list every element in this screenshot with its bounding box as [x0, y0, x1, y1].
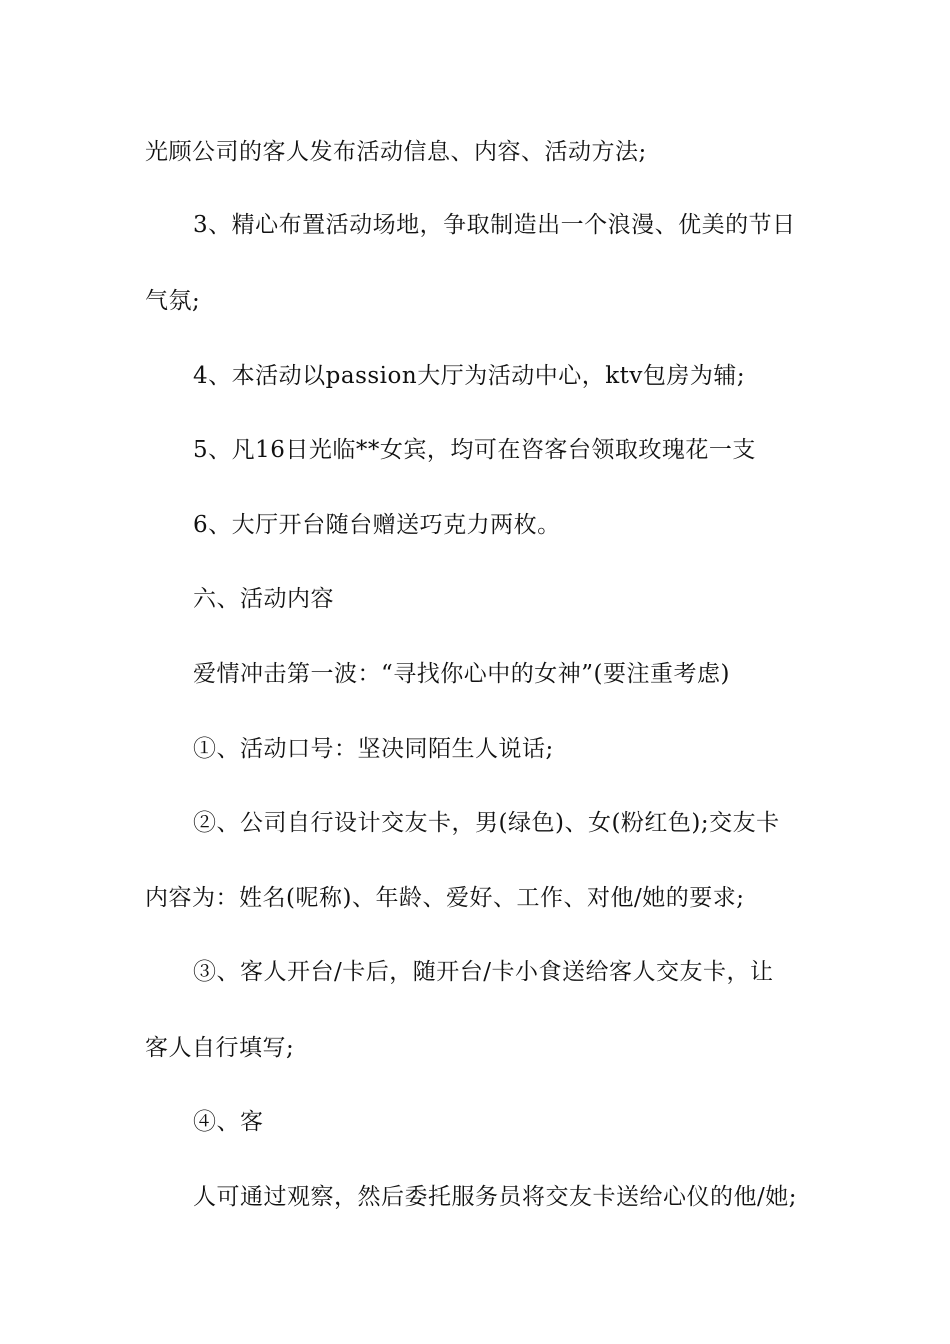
section-heading: 六、活动内容: [193, 586, 334, 612]
text-line-6: 6、大厅开台随台赠送巧克力两枚。: [193, 512, 561, 538]
text-line-9: ①、活动口号：坚决同陌生人说话;: [193, 736, 554, 762]
text-line-12: ③、客人开台/卡后，随开台/卡小食送给客人交友卡，让: [193, 959, 774, 985]
text-line-13: 客人自行填写;: [145, 1035, 295, 1061]
text-line-2: 3、精心布置活动场地，争取制造出一个浪漫、优美的节日: [193, 212, 796, 238]
text-line-11: 内容为：姓名(呢称)、年龄、爱好、工作、对他/她的要求;: [145, 885, 745, 911]
text-line-1: 光顾公司的客人发布活动信息、内容、活动方法;: [145, 139, 647, 165]
text-line-3: 气氛;: [145, 288, 201, 314]
text-line-10: ②、公司自行设计交友卡，男(绿色)、女(粉红色);交友卡: [193, 810, 780, 836]
text-line-4: 4、本活动以passion大厅为活动中心，ktv包房为辅;: [193, 363, 746, 389]
text-line-8: 爱情冲击第一波：“寻找你心中的女神”(要注重考虑): [193, 661, 730, 687]
text-line-15: 人可通过观察，然后委托服务员将交友卡送给心仪的他/她;: [193, 1184, 797, 1210]
text-line-14: ④、客: [193, 1109, 264, 1135]
text-line-5: 5、凡16日光临**女宾，均可在咨客台领取玫瑰花一支: [193, 437, 756, 463]
